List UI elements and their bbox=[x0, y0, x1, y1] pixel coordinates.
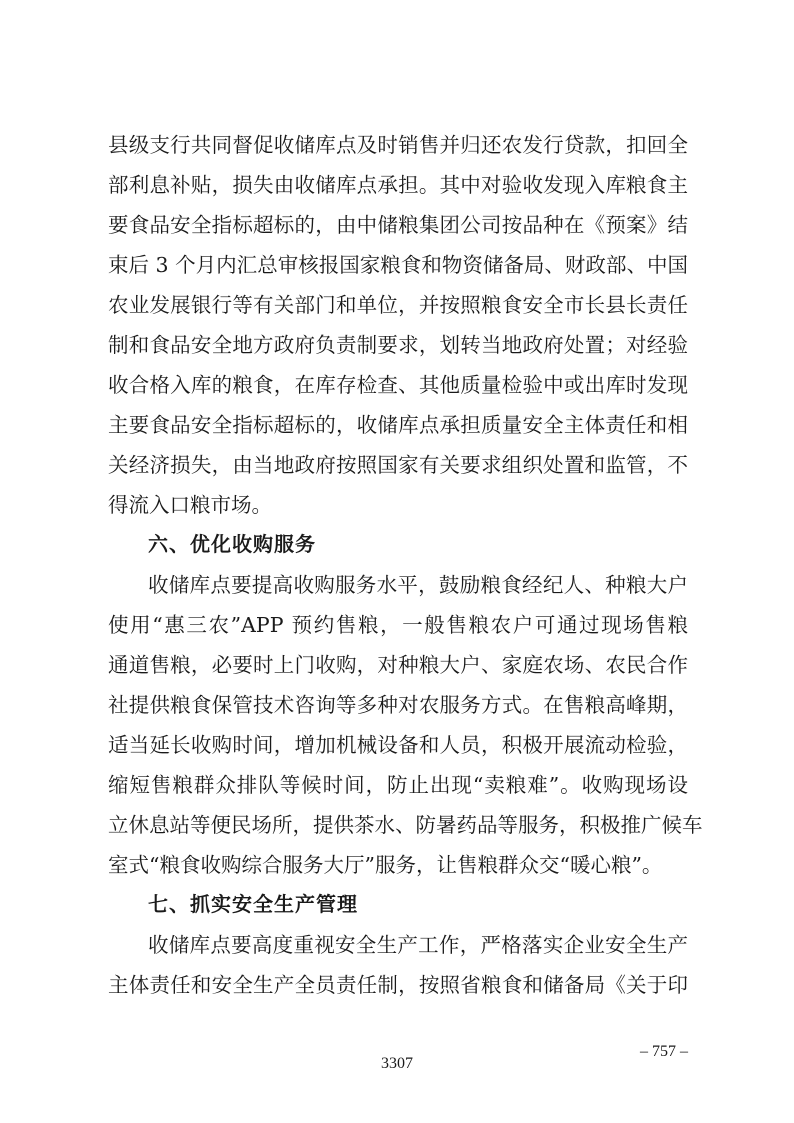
paragraph-2-line: 社提供粮食保管技术咨询等多种对农服务方式。在售粮高峰期， bbox=[108, 693, 688, 717]
section-heading-7: 七、抓实安全生产管理 bbox=[148, 892, 358, 916]
paragraph-2-line: 室式“粮食收购综合服务大厅”服务，让售粮群众交“暖心粮”。 bbox=[108, 853, 663, 877]
paragraph-1-line: 主要食品安全指标超标的，收储库点承担质量安全主体责任和相 bbox=[108, 413, 688, 437]
paragraph-1-line: 部利息补贴，损失由收储库点承担。其中对验收发现入库粮食主 bbox=[108, 173, 688, 197]
paragraph-1-line: 县级支行共同督促收储库点及时销售并归还农发行贷款，扣回全 bbox=[108, 133, 688, 157]
paragraph-2-line: 立休息站等便民场所，提供茶水、防暑药品等服务，积极推广候车 bbox=[108, 813, 703, 837]
paragraph-1-line: 束后 3 个月内汇总审核报国家粮食和物资储备局、财政部、中国 bbox=[108, 253, 688, 277]
paragraph-2-line: 收储库点要提高收购服务水平，鼓励粮食经纪人、种粮大户 bbox=[148, 573, 688, 597]
paragraph-1-line: 得流入口粮市场。 bbox=[108, 493, 272, 517]
paragraph-1-line: 要食品安全指标超标的，由中储粮集团公司按品种在《预案》结 bbox=[108, 213, 688, 237]
section-heading-6: 六、优化收购服务 bbox=[148, 532, 316, 556]
paragraph-3-line: 主体责任和安全生产全员责任制，按照省粮食和储备局《关于印 bbox=[108, 973, 688, 997]
paragraph-3-line: 收储库点要高度重视安全生产工作，严格落实企业安全生产 bbox=[148, 933, 688, 957]
paragraph-2-line: 缩短售粮群众排队等候时间，防止出现“卖粮难”。收购现场设 bbox=[108, 773, 688, 797]
paragraph-1-line: 关经济损失，由当地政府按照国家有关要求组织处置和监管，不 bbox=[108, 453, 688, 477]
paragraph-2-line: 使用“惠三农”APP 预约售粮，一般售粮农户可通过现场售粮 bbox=[108, 613, 688, 637]
footer-number: 3307 bbox=[381, 1055, 413, 1072]
paragraph-2-line: 通道售粮，必要时上门收购，对种粮大户、家庭农场、农民合作 bbox=[108, 653, 688, 677]
paragraph-1-line: 制和食品安全地方政府负责制要求，划转当地政府处置；对经验 bbox=[108, 333, 688, 357]
page-number: – 757 – bbox=[640, 1043, 688, 1060]
paragraph-1-line: 农业发展银行等有关部门和单位，并按照粮食安全市长县长责任 bbox=[108, 293, 688, 317]
paragraph-2-line: 适当延长收购时间，增加机械设备和人员，积极开展流动检验， bbox=[108, 733, 688, 757]
paragraph-1-line: 收合格入库的粮食，在库存检查、其他质量检验中或出库时发现 bbox=[108, 373, 688, 397]
